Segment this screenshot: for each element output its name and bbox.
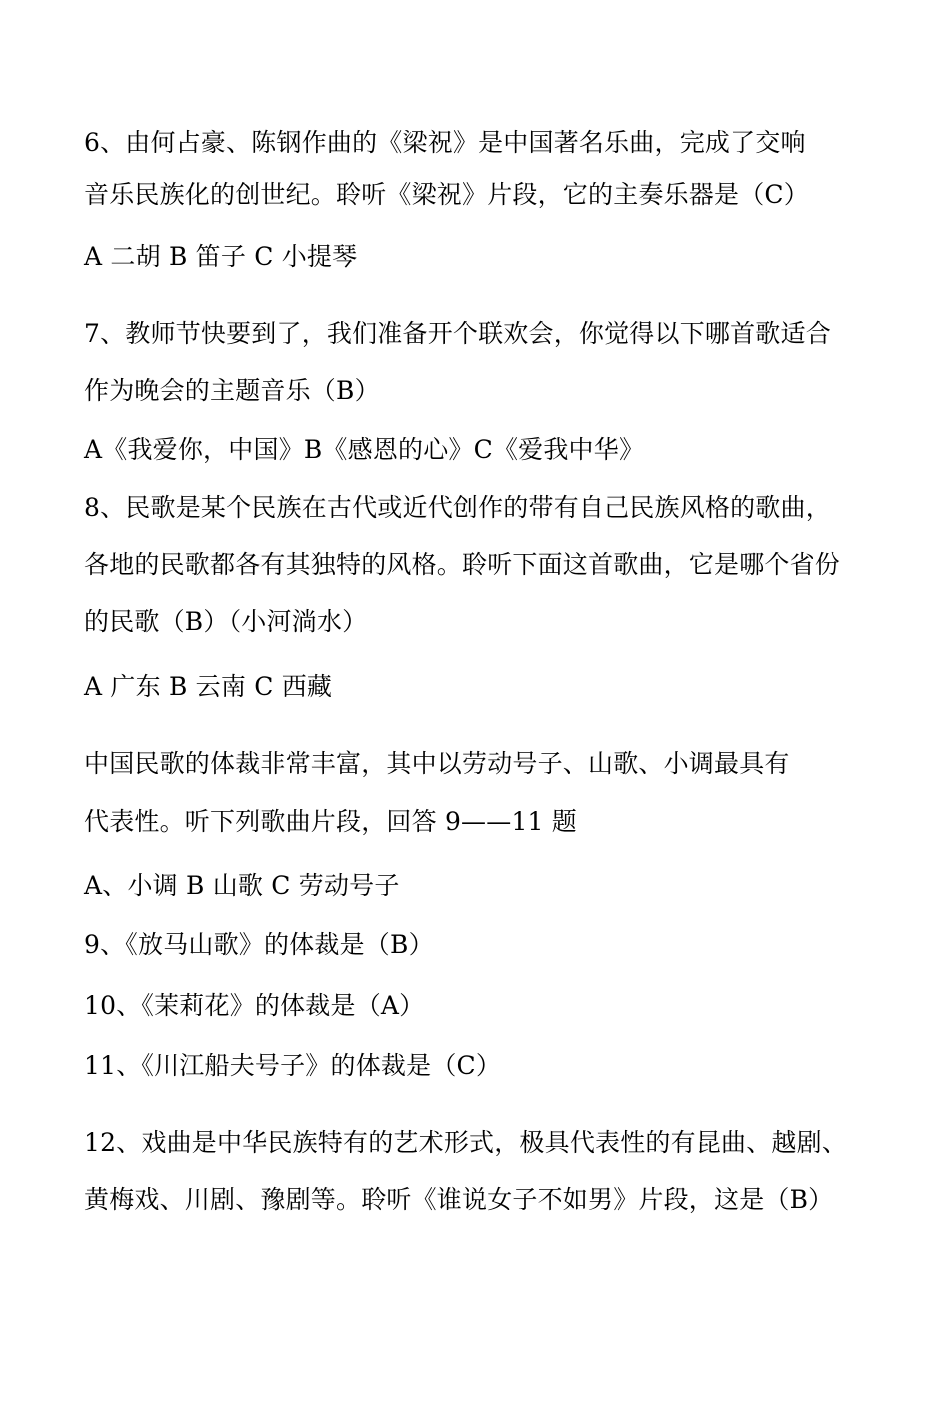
folk-song-intro-line-2: 代表性。听下列歌曲片段，回答 9——11 题 <box>84 807 578 836</box>
question-7-line-1: 7、教师节快要到了，我们准备开个联欢会，你觉得以下哪首歌适合 <box>84 319 831 348</box>
question-8-line-3: 的民歌（B）（小河淌水） <box>84 607 368 636</box>
question-10: 10、《茉莉花》的体裁是（A） <box>84 991 425 1020</box>
question-9: 9、《放马山歌》的体裁是（B） <box>84 930 434 959</box>
question-8-line-1: 8、民歌是某个民族在古代或近代创作的带有自己民族风格的歌曲， <box>84 493 831 522</box>
question-7-options: A《我爱你，中国》B《感恩的心》C《爱我中华》 <box>84 435 645 464</box>
question-8-options: A 广东 B 云南 C 西藏 <box>84 672 333 701</box>
question-6-line-1: 6、由何占豪、陈钢作曲的《梁祝》是中国著名乐曲，完成了交响 <box>84 128 806 157</box>
folk-song-options: A、小调 B 山歌 C 劳动号子 <box>84 871 400 900</box>
question-7-line-2: 作为晚会的主题音乐（B） <box>84 376 380 405</box>
question-12-line-1: 12、戏曲是中华民族特有的艺术形式，极具代表性的有昆曲、越剧、 <box>84 1128 848 1157</box>
question-6-options: A 二胡 B 笛子 C 小提琴 <box>84 242 358 271</box>
question-11: 11、《川江船夫号子》的体裁是（C） <box>84 1051 502 1080</box>
question-12-line-2: 黄梅戏、川剧、豫剧等。聆听《谁说女子不如男》片段，这是（B） <box>84 1185 834 1214</box>
question-8-line-2: 各地的民歌都各有其独特的风格。聆听下面这首歌曲，它是哪个省份 <box>84 550 841 579</box>
folk-song-intro-line-1: 中国民歌的体裁非常丰富，其中以劳动号子、山歌、小调最具有 <box>84 749 790 778</box>
question-6-line-2: 音乐民族化的创世纪。聆听《梁祝》片段，它的主奏乐器是（C） <box>84 180 809 209</box>
